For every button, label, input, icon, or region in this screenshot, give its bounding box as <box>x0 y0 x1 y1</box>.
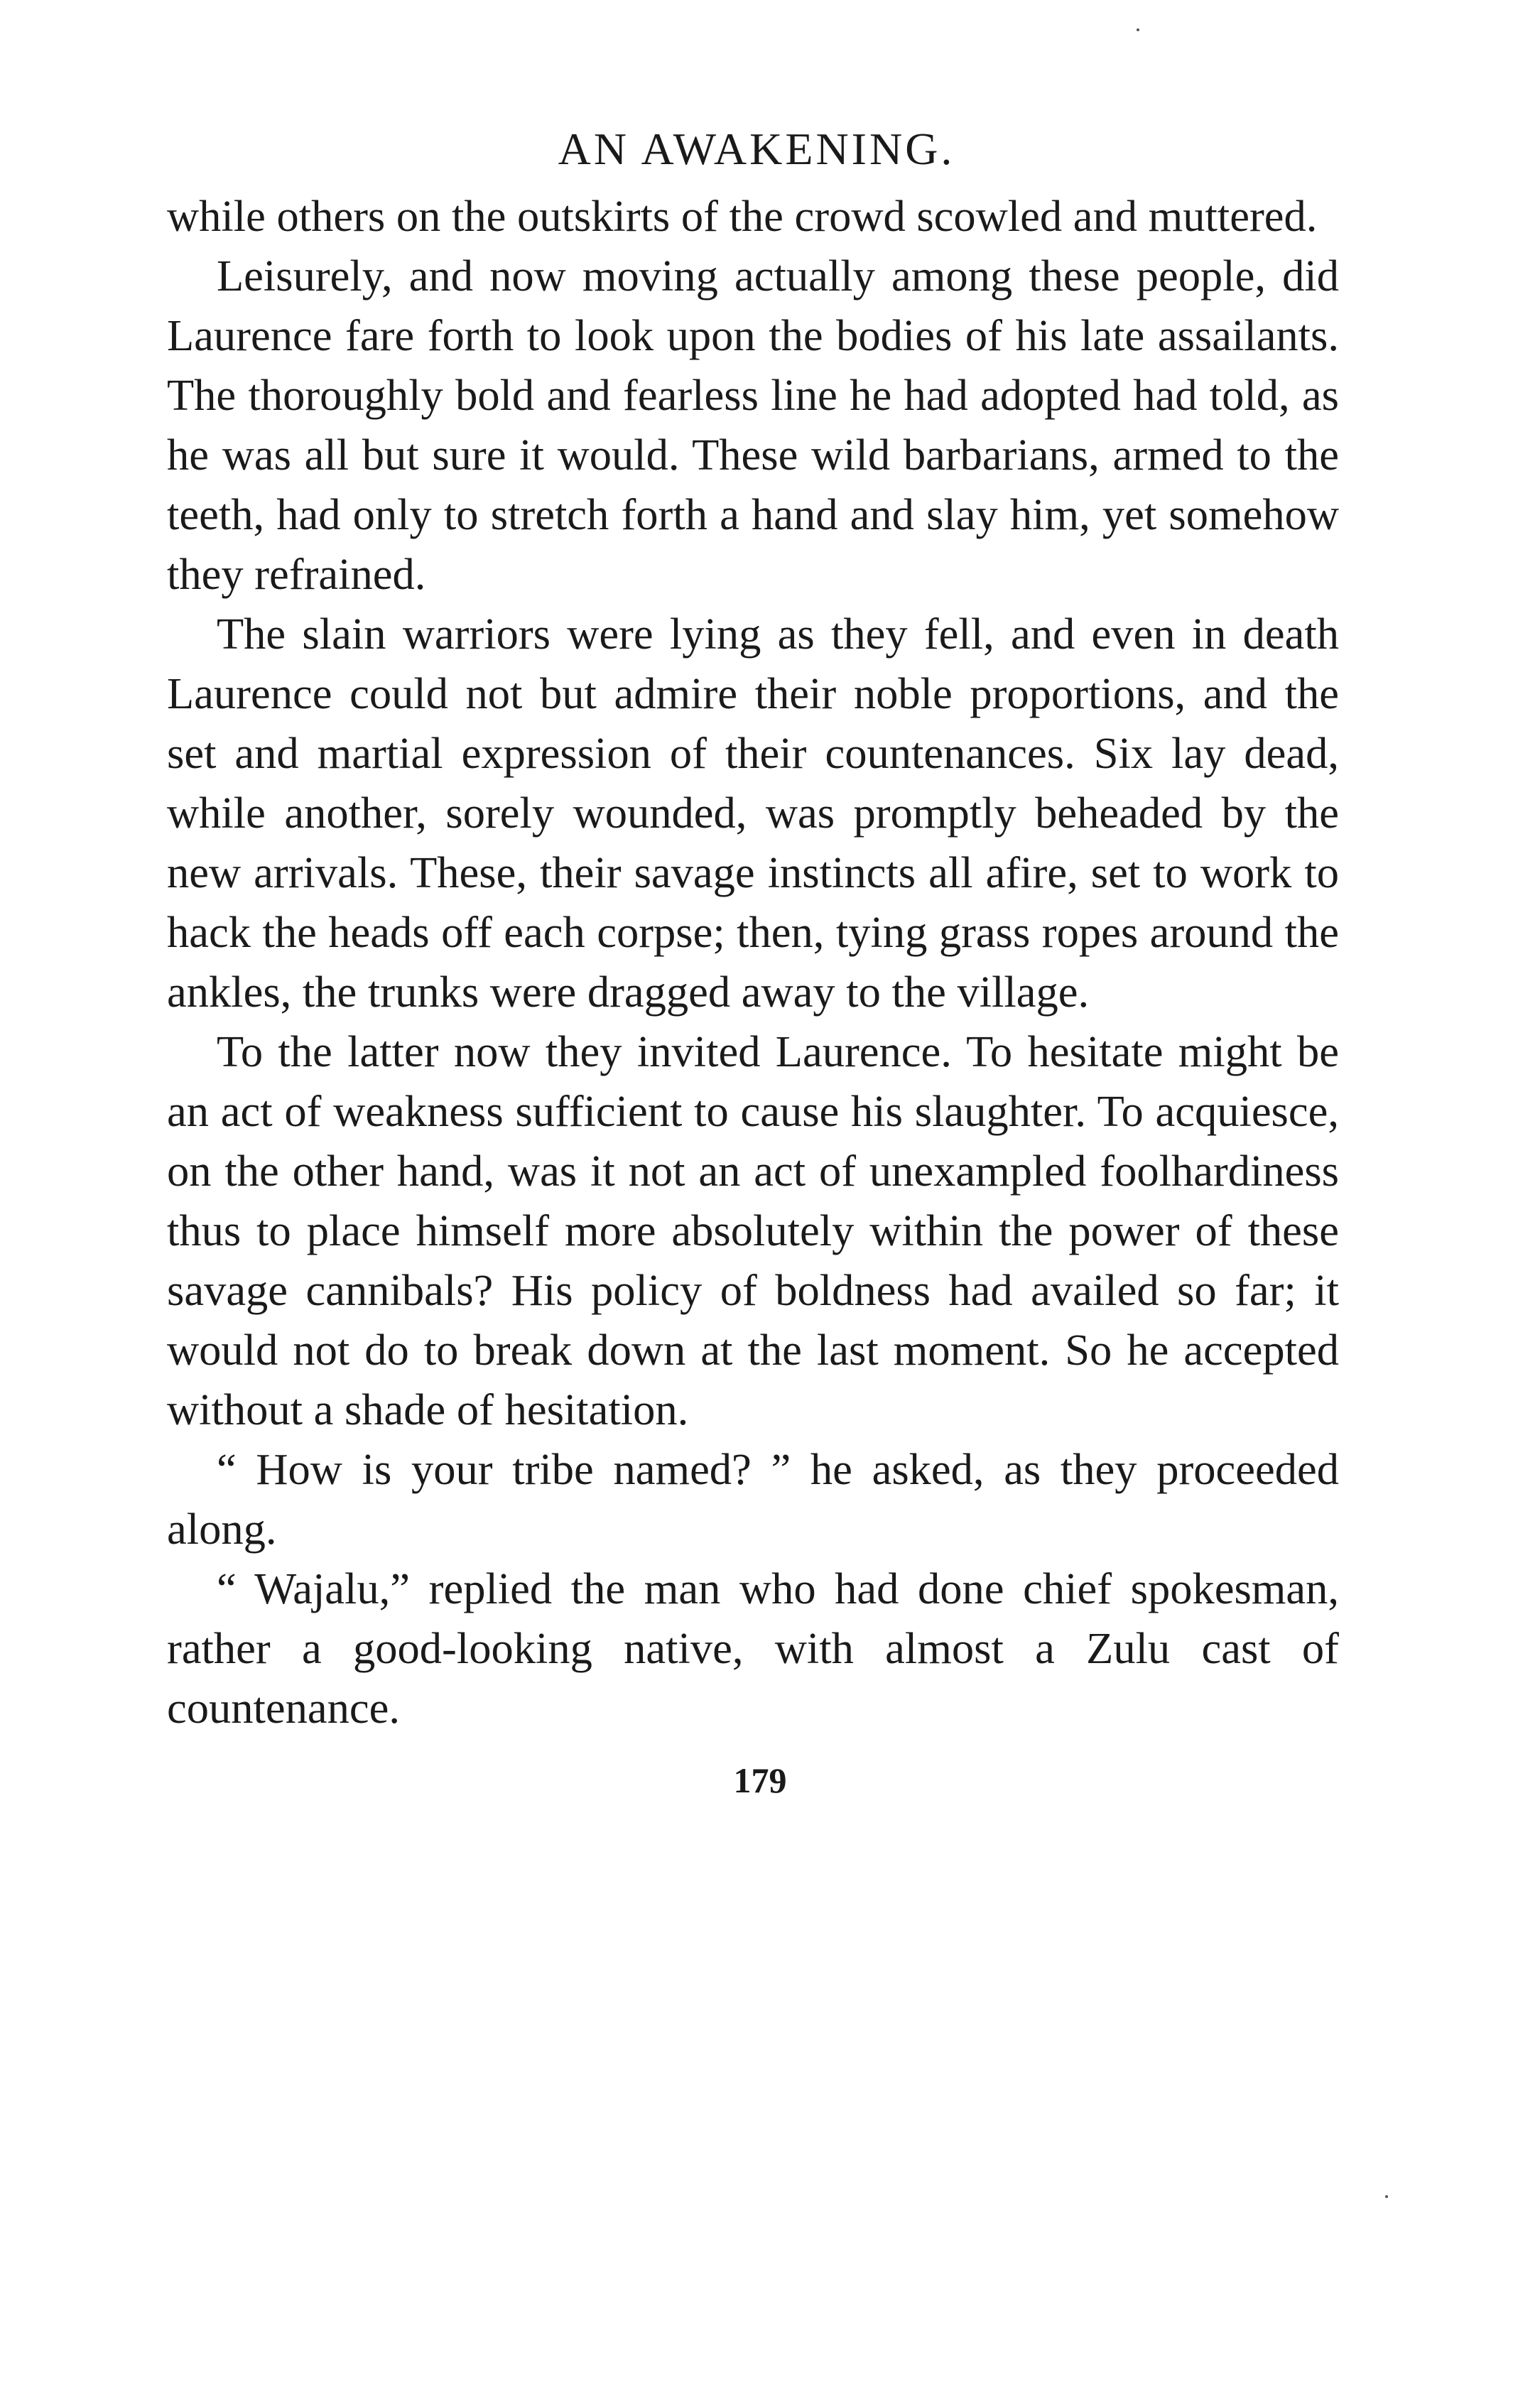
paragraph-continuation: while others on the outskirts of the crowd scowled and muttered. <box>167 191 1318 241</box>
paragraph: The slain warriors were lying as they fell, and even in death Laurence could not but admire their noble proportions, and the set and martial expression of their countenances. Six lay dead, while another, sorely wounded, was promptly beheaded by the new arrivals. These, their savage instincts all afire, set to work to hack the heads off each corpse; then, tying grass ropes around the ankles, the trunks were dragged away to the village. <box>167 609 1339 1017</box>
scan-speck <box>1137 28 1139 31</box>
dialogue-paragraph: “ How is your tribe named? ” he asked, as they proceeded along. <box>167 1444 1339 1554</box>
paragraph: To the latter now they invited Laurence. To hesitate might be an act of weakness sufficient to cause his slaughter. To acquiesce, on the other hand, was it not an act of unexampled foolhardiness thus to place himself more absolutely within the power of these savage cannibals? His policy of boldness had availed so far; it would not do to break down at the last moment. So he accepted without a shade of hesitation. <box>167 1027 1339 1434</box>
paragraph: Leisurely, and now moving actually among these people, did Laurence fare forth to look upon the bodies of his late assailants. The thoroughly bold and fearless line he had adopted had told, as he was all but sure it would. These wild barbarians, armed to the teeth, had only to stretch forth a hand and slay him, yet somehow they refrained. <box>167 251 1339 599</box>
scan-speck <box>1385 2195 1388 2198</box>
page-number: 179 <box>733 1760 787 1800</box>
book-page <box>167 121 1339 1802</box>
dialogue-paragraph: “ Wajalu,” replied the man who had done chief spokesman, rather a good-looking native, with almost a Zulu cast of countenance. <box>167 1564 1339 1733</box>
running-head: AN AWAKENING. <box>558 124 955 174</box>
